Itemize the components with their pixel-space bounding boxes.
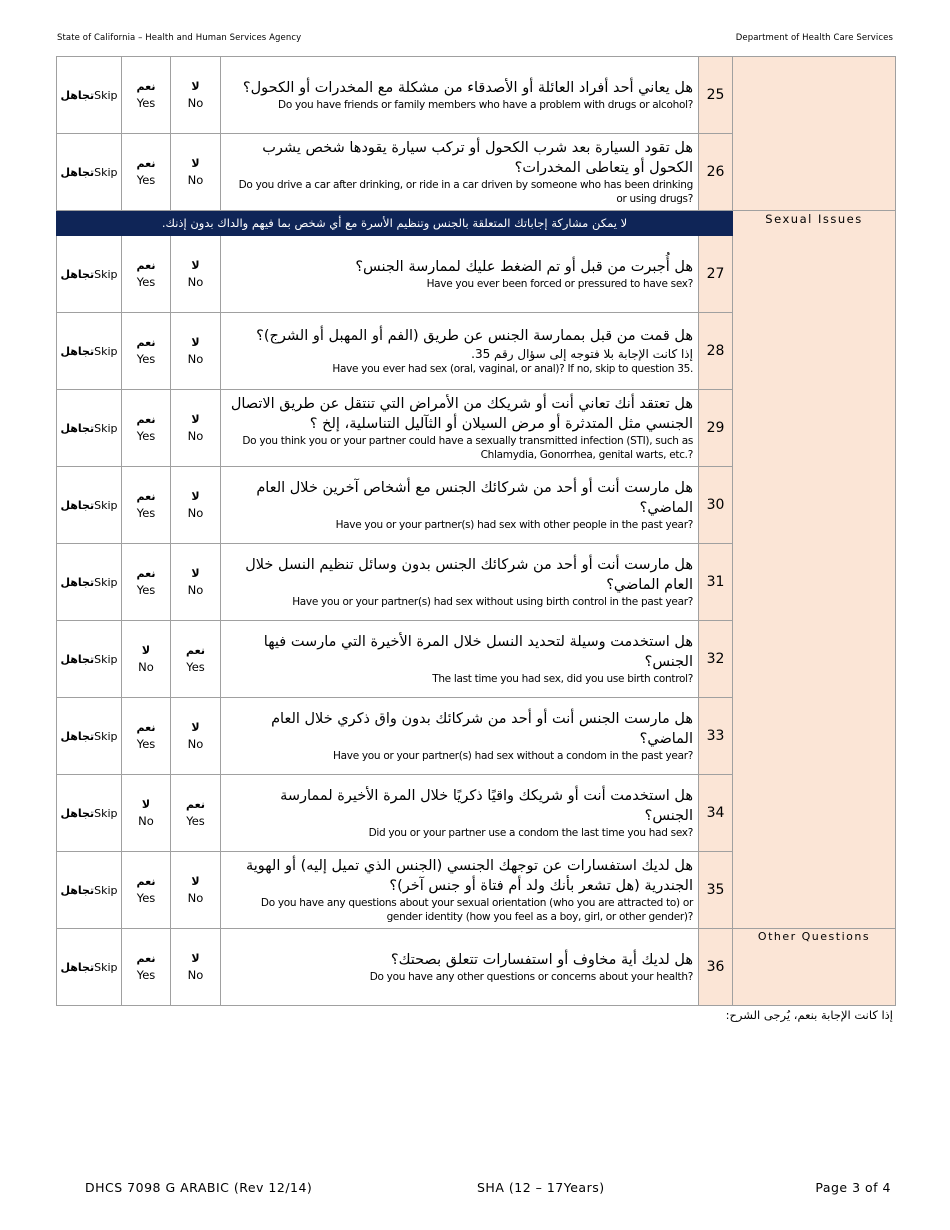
no-option[interactable]: لا No <box>122 621 171 698</box>
question-number: 33 <box>699 698 733 775</box>
yes-option[interactable]: نعم Yes <box>122 467 171 544</box>
question-number: 36 <box>699 929 733 1006</box>
yes-option[interactable]: نعم Yes <box>122 544 171 621</box>
header-department: Department of Health Care Services <box>735 33 893 43</box>
skip-option[interactable]: تجاهلSkip <box>57 313 122 390</box>
yes-option[interactable]: نعم Yes <box>122 929 171 1006</box>
question-row-25 <box>57 57 896 134</box>
no-option[interactable]: لا No <box>171 467 221 544</box>
category-other-questions: Other Questions <box>733 929 896 1006</box>
question-text: هل تعتقد أنك تعاني أنت أو شريكك من الأمراض التي تنتقل عن طريق الاتصال الجنسي مثل المتدثرة أو مرض السيلان أو الثآليل التناسلية، إلخ ؟ Do you think you or your partner could have a sexually transmitted infection (STI), such as Chlamydia, Gonorrhea, genital warts, etc.? <box>221 390 699 467</box>
skip-option[interactable]: تجاهلSkip <box>57 134 122 211</box>
question-text: هل مارست أنت أو أحد من شركائك الجنس مع أشخاص آخرين خلال العام الماضي؟ Have you or your partner(s) had sex with other people in the past year? <box>221 467 699 544</box>
yes-option[interactable]: نعم Yes <box>171 621 221 698</box>
question-text: هل استخدمت أنت أو شريكك واقيًا ذكريًا خلال المرة الأخيرة لممارسة الجنس؟ Did you or your partner use a condom the last time you had sex? <box>221 775 699 852</box>
questionnaire-table <box>56 56 896 1006</box>
yes-option[interactable]: نعم Yes <box>122 134 171 211</box>
question-text: هل مارست أنت أو أحد من شركائك الجنس بدون وسائل تنظيم النسل خلال العام الماضي؟ Have you or your partner(s) had sex without using birth control in the past year? <box>221 544 699 621</box>
question-text: هل لديك أية مخاوف أو استفسارات تتعلق بصحتك؟ Do you have any other questions or concerns about your health? <box>221 929 699 1006</box>
question-number: 35 <box>699 852 733 929</box>
yes-option[interactable]: نعم Yes <box>171 775 221 852</box>
yes-option[interactable]: نعم Yes <box>122 236 171 313</box>
question-text: هل قمت من قبل بممارسة الجنس عن طريق (الفم أو المهبل أو الشرج)؟ إذا كانت الإجابة بلا فتوجه إلى سؤال رقم 35. Have you ever had sex (oral, vaginal, or anal)? If no, skip to question 35. <box>221 313 699 390</box>
question-text: هل مارست الجنس أنت أو أحد من شركائك بدون واق ذكري خلال العام الماضي؟ Have you or your partner(s) had sex without a condom in the past year? <box>221 698 699 775</box>
yes-option[interactable]: نعم Yes <box>122 698 171 775</box>
question-number: 29 <box>699 390 733 467</box>
skip-option[interactable]: تجاهلSkip <box>57 621 122 698</box>
skip-option[interactable]: تجاهلSkip <box>57 775 122 852</box>
no-option[interactable]: لا No <box>171 698 221 775</box>
yes-option[interactable]: نعم Yes <box>122 852 171 929</box>
category-sexual-issues: Sexual Issues <box>733 211 896 929</box>
no-option[interactable]: لا No <box>171 929 221 1006</box>
question-number: 28 <box>699 313 733 390</box>
no-option[interactable]: لا No <box>171 544 221 621</box>
no-option[interactable]: لا No <box>171 134 221 211</box>
question-number: 30 <box>699 467 733 544</box>
question-number: 31 <box>699 544 733 621</box>
no-option[interactable]: لا No <box>171 852 221 929</box>
no-option[interactable]: لا No <box>171 390 221 467</box>
no-option[interactable]: لا No <box>122 775 171 852</box>
question-number: 34 <box>699 775 733 852</box>
skip-option[interactable]: تجاهلSkip <box>57 467 122 544</box>
header-agency: State of California – Health and Human Services Agency <box>57 33 302 43</box>
category-blank <box>733 57 896 211</box>
skip-option[interactable]: تجاهلSkip <box>57 544 122 621</box>
question-text: هل يعاني أحد أفراد العائلة أو الأصدقاء من مشكلة مع المخدرات أو الكحول؟ Do you have friends or family members who have a problem with drugs or alcohol? <box>221 57 699 134</box>
question-number: 25 <box>699 57 733 134</box>
no-option[interactable]: لا No <box>171 57 221 134</box>
no-option[interactable]: لا No <box>171 236 221 313</box>
skip-option[interactable]: تجاهلSkip <box>57 390 122 467</box>
yes-option[interactable]: نعم Yes <box>122 390 171 467</box>
no-option[interactable]: لا No <box>171 313 221 390</box>
question-text: هل لديك استفسارات عن توجهك الجنسي (الجنس الذي تميل إليه) أو الهوية الجندرية (هل تشعر بأنك ولد أم فتاة أو جنس آخر)؟ Do you have any questions about your sexual orientation (who you are attracted to) or gender identity (how you feel as a boy, girl, or other gender)? <box>221 852 699 929</box>
yes-option[interactable]: نعم Yes <box>122 313 171 390</box>
question-text: هل أُجبرت من قبل أو تم الضغط عليك لممارسة الجنس؟ Have you ever been forced or pressured to have sex? <box>221 236 699 313</box>
skip-option[interactable]: تجاهلSkip <box>57 929 122 1006</box>
question-number: 32 <box>699 621 733 698</box>
privacy-banner: لا يمكن مشاركة إجاباتك المتعلقة بالجنس وتنظيم الأسرة مع أي شخص بما فيهم والداك بدون إذنك. <box>57 211 733 236</box>
yes-option[interactable]: نعم Yes <box>122 57 171 134</box>
footer-form-id: DHCS 7098 G ARABIC (Rev 12/14) <box>85 1180 313 1195</box>
question-text: هل استخدمت وسيلة لتحديد النسل خلال المرة الأخيرة التي مارست فيها الجنس؟ The last time you had sex, did you use birth control? <box>221 621 699 698</box>
question-row-36 <box>57 929 896 1006</box>
explain-note: إذا كانت الإجابة بنعم، يُرجى الشرح: <box>725 1008 893 1022</box>
footer-page-number: Page 3 of 4 <box>815 1180 891 1195</box>
privacy-banner-row <box>57 211 896 236</box>
question-number: 26 <box>699 134 733 211</box>
skip-option[interactable]: تجاهلSkip <box>57 57 122 134</box>
skip-option[interactable]: تجاهلSkip <box>57 698 122 775</box>
question-number: 27 <box>699 236 733 313</box>
skip-option[interactable]: تجاهلSkip <box>57 852 122 929</box>
skip-option[interactable]: تجاهلSkip <box>57 236 122 313</box>
question-text: هل تقود السيارة بعد شرب الكحول أو تركب سيارة يقودها شخص يشرب الكحول أو يتعاطى المخدرات؟ Do you drive a car after drinking, or ride in a car driven by someone who has been drinking or using drugs? <box>221 134 699 211</box>
footer-form-title: SHA (12 – 17Years) <box>477 1180 605 1195</box>
